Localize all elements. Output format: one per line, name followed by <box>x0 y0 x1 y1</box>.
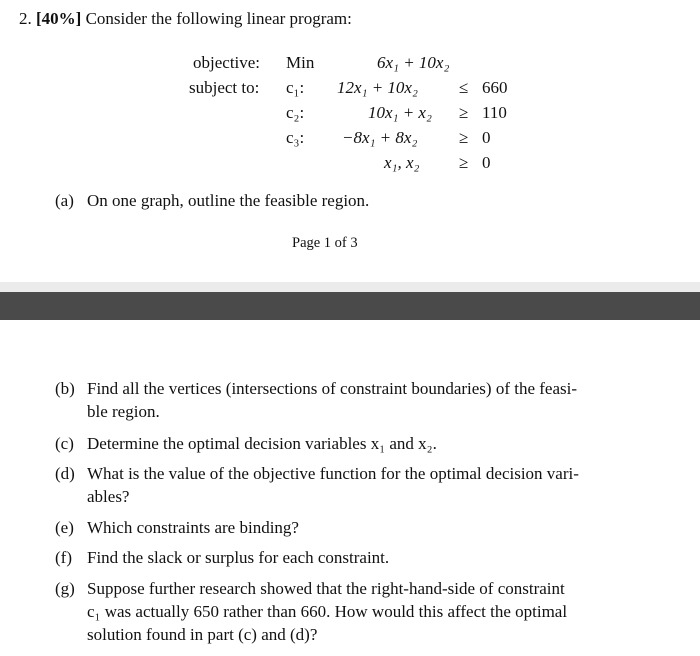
constraint-1-lhs: 12x₁ + 10x₂ <box>337 78 418 97</box>
problem-number: 2. <box>19 9 32 28</box>
nonnegativity-relation: ≥ <box>459 153 469 172</box>
constraint-2-relation: ≥ <box>459 103 469 122</box>
part-f-label: (f) <box>55 548 72 567</box>
part-e-text: Which constraints are binding? <box>87 518 299 537</box>
subject-to-label: subject to: <box>189 78 260 97</box>
part-b-label: (b) <box>55 379 75 398</box>
problem-weight: [40%] <box>36 9 82 28</box>
page-footer: Page 1 of 3 <box>292 235 358 251</box>
part-g-line-3: solution found in part (c) and (d)? <box>87 625 318 644</box>
constraint-3-lhs: −8x₁ + 8x₂ <box>342 128 418 147</box>
problem-header <box>19 8 352 30</box>
part-g-line-1: Suppose further research showed that the right-hand-side of constraint <box>87 579 565 598</box>
problem-intro: Consider the following linear program: <box>85 9 352 28</box>
page-gap <box>0 282 700 292</box>
constraint-3-relation: ≥ <box>459 128 469 147</box>
part-d-line-2: ables? <box>87 487 130 506</box>
constraint-3-name: c₃: <box>286 128 305 147</box>
part-g-line-2: c₁ was actually 650 rather than 660. How would this affect the optimal <box>87 602 568 621</box>
part-f-text: Find the slack or surplus for each constraint. <box>87 548 390 567</box>
part-b-line-1: Find all the vertices (intersections of constraint boundaries) of the feasi- <box>87 379 578 398</box>
part-c-label: (c) <box>55 434 74 453</box>
constraint-3-rhs: 0 <box>482 128 491 147</box>
part-d-label: (d) <box>55 464 75 483</box>
constraint-2-lhs: 10x₁ + x₂ <box>368 103 432 122</box>
part-a-label: (a) <box>55 191 74 210</box>
part-a-text: On one graph, outline the feasible region. <box>87 191 370 210</box>
constraint-1-relation: ≤ <box>459 78 469 97</box>
page-divider <box>0 292 700 320</box>
nonnegativity-lhs: x₁, x₂ <box>384 153 420 172</box>
part-d-line-1: What is the value of the objective function for the optimal decision vari- <box>87 464 579 483</box>
constraint-1-rhs: 660 <box>482 78 508 97</box>
constraint-2-rhs: 110 <box>482 103 507 122</box>
constraint-1-name: c₁: <box>286 78 305 97</box>
part-c-text: Determine the optimal decision variables x₁ and x₂. <box>87 434 437 453</box>
objective-label: objective: <box>193 53 261 72</box>
part-e-label: (e) <box>55 518 74 537</box>
objective-expression: 6x₁ + 10x₂ <box>377 53 450 72</box>
objective-sense: Min <box>286 53 315 72</box>
part-g-label: (g) <box>55 579 75 598</box>
part-b-line-2: ble region. <box>87 402 160 421</box>
nonnegativity-rhs: 0 <box>482 153 491 172</box>
constraint-2-name: c₂: <box>286 103 305 122</box>
